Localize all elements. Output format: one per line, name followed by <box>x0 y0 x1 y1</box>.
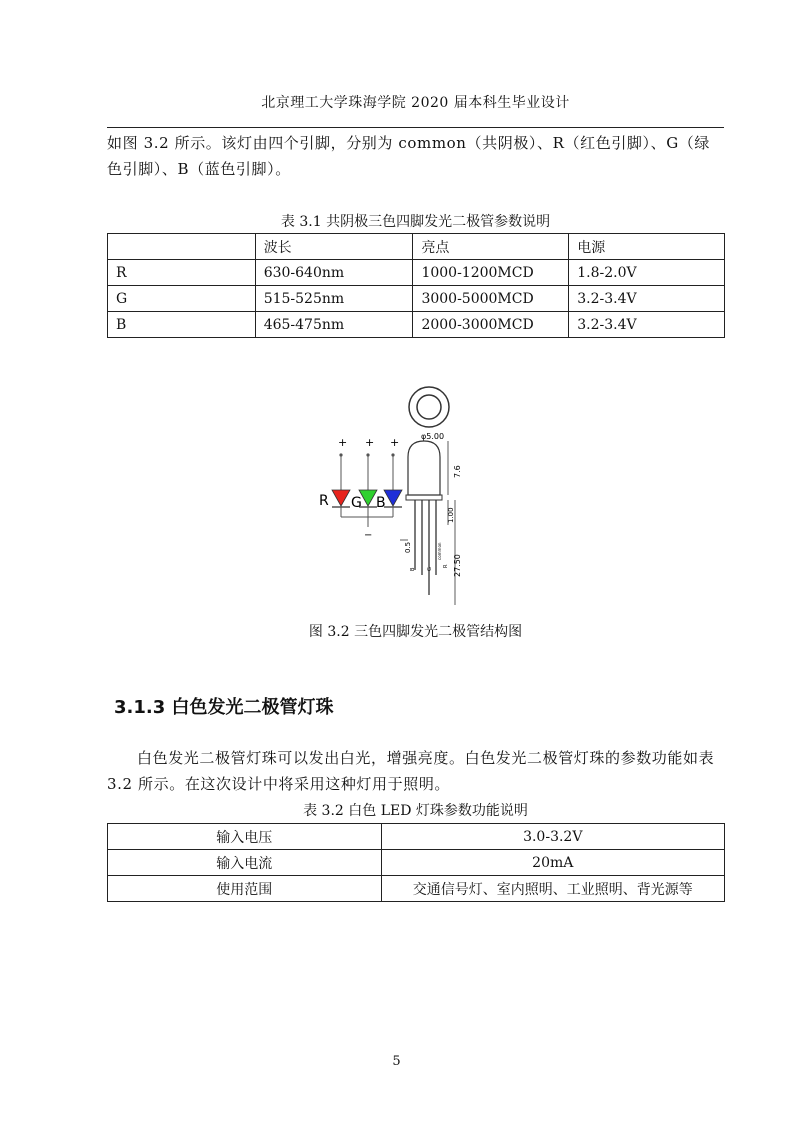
table-cell: 3.0-3.2V <box>381 824 724 850</box>
label-b: B <box>376 495 386 511</box>
page-number: 5 <box>392 1054 401 1069</box>
rgb-led-structure-diagram <box>300 375 500 615</box>
plus-sign-b: + <box>390 436 400 449</box>
table-header-cell: 电源 <box>569 234 725 260</box>
label-r: R <box>319 493 329 509</box>
plus-sign-g: + <box>365 436 375 449</box>
table-cell: 515-525nm <box>255 286 413 312</box>
table-cell: 3000-5000MCD <box>413 286 569 312</box>
table-header-cell: 波长 <box>255 234 413 260</box>
table-cell: 3.2-3.4V <box>569 286 725 312</box>
label-g: G <box>351 495 362 511</box>
white-led-parameter-table <box>107 823 725 902</box>
table-header-cell <box>108 234 256 260</box>
pin-label-r: R <box>443 564 449 568</box>
dim-label-2750: 27.50 <box>453 554 462 577</box>
table-row <box>108 824 725 850</box>
table-row <box>108 260 725 286</box>
pin-label-b: B <box>410 567 416 571</box>
table-cell: 输入电压 <box>108 824 382 850</box>
pin-label-g: G <box>427 567 433 571</box>
red-diode-symbol <box>332 490 350 506</box>
section-heading: 3.1.3 白色发光二极管灯珠 <box>114 697 334 718</box>
led-body-outline <box>408 441 440 495</box>
figure-caption: 图 3.2 三色四脚发光二极管结构图 <box>308 624 523 640</box>
table1-caption: 表 3.1 共阴极三色四脚发光二极管参数说明 <box>280 214 551 230</box>
table-cell: 使用范围 <box>108 876 382 902</box>
table-header-row <box>108 234 725 260</box>
table-row <box>108 286 725 312</box>
table-cell: 630-640nm <box>255 260 413 286</box>
led-base-rim <box>406 495 442 500</box>
table-cell: B <box>108 312 256 338</box>
table-row <box>108 312 725 338</box>
intro-paragraph: 如图 3.2 所示。该灯由四个引脚，分别为 common（共阴极）、R（红色引脚）、G（绿色引脚）、B（蓝色引脚）。 <box>107 134 711 178</box>
table-header-cell: 亮点 <box>413 234 569 260</box>
page-header: 北京理工大学珠海学院 2020 届本科生毕业设计 <box>261 95 570 111</box>
led-top-view-inner <box>417 395 441 419</box>
table-cell: 1.8-2.0V <box>569 260 725 286</box>
section-paragraph: 白色发光二极管灯珠可以发出白光，增强亮度。白色发光二极管灯珠的参数功能如表 3.2 所示。在这次设计中将采用这种灯用于照明。 <box>107 749 715 793</box>
table-cell: R <box>108 260 256 286</box>
dim-label-76: 7.6 <box>453 465 462 478</box>
dim-label-05: 0.5 <box>404 541 412 553</box>
pin-label-common: common <box>437 542 442 560</box>
table-row <box>108 850 725 876</box>
table-cell: G <box>108 286 256 312</box>
diameter-label: φ5.00 <box>421 432 445 441</box>
table-cell: 交通信号灯、室内照明、工业照明、背光源等 <box>381 876 724 902</box>
table-cell: 20mA <box>381 850 724 876</box>
minus-sign: − <box>364 530 373 541</box>
blue-diode-symbol <box>384 490 402 506</box>
table-cell: 2000-3000MCD <box>413 312 569 338</box>
table2-caption: 表 3.2 白色 LED 灯珠参数功能说明 <box>303 803 528 819</box>
table-cell: 465-475nm <box>255 312 413 338</box>
table-cell: 3.2-3.4V <box>569 312 725 338</box>
table-row <box>108 876 725 902</box>
plus-sign-r: + <box>338 436 348 449</box>
table-cell: 输入电流 <box>108 850 382 876</box>
table-cell: 1000-1200MCD <box>413 260 569 286</box>
header-divider <box>107 127 724 128</box>
dim-label-100: 1.00 <box>447 507 455 523</box>
led-top-view-outer <box>409 387 449 427</box>
led-parameter-table <box>107 233 725 338</box>
